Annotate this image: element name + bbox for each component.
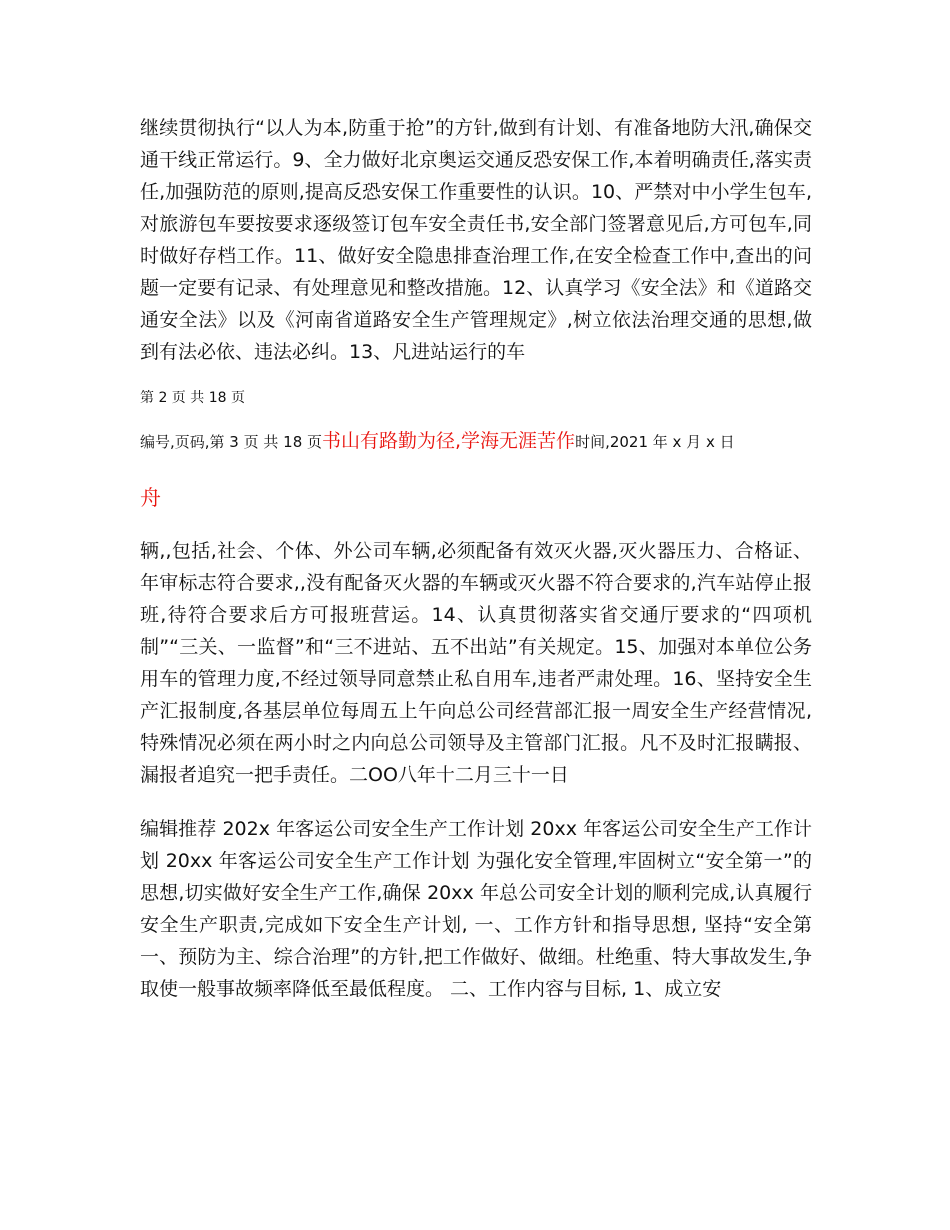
page-footer: 第 2 页 共 18 页 [140,390,245,406]
header-page-info: 编号,页码,第 3 页 共 18 页 [140,433,323,451]
motto-tail: 舟 [140,486,161,510]
header-motto: 书山有路勤为径,学海无涯苦作 [322,430,576,452]
recommended-paragraph: 编辑推荐 202x 年客运公司安全生产工作计划 20xx 年客运公司安全生产工作计划 20xx 年客运公司安全生产工作计划 为强化安全管理,牢固树立“安全第一”的思想,切实做好安全生产工作,确保 20xx 年总公司安全计划的顺利完成,认真履行安全生产职责,完成如下安全生产计划, 一、工作方针和指导思想, 坚持“安全第一、预防为主、综合治理”的方针,把工作做好、做细。杜绝重、特大事故发生,争取使一般事故频率降低至最低程度。 二、工作内容与目标, 1、成立安 [140,818,812,1000]
page-header [140,426,812,457]
header-date: 时间,2021 年 x 月 x 日 [575,433,735,451]
document-page [140,112,812,1005]
body-paragraph-page2: 继续贯彻执行“以人为本,防重于抢”的方针,做到有计划、有准备地防大汛,确保交通干线正常运行。9、全力做好北京奥运交通反恐安保工作,本着明确责任,落实责任,加强防范的原则,提高反恐安保工作重要性的认识。10、严禁对中小学生包车,对旅游包车要按要求逐级签订包车安全责任书,安全部门签署意见后,方可包车,同时做好存档工作。11、做好安全隐患排查治理工作,在安全检查工作中,查出的问题一定要有记录、有处理意见和整改措施。12、认真学习《安全法》和《道路交通安全法》以及《河南省道路安全生产管理规定》,树立依法治理交通的思想,做到有法必依、违法必纠。13、凡进站运行的车 [140,117,812,363]
body-paragraph-page3: 辆,,包括,社会、个体、外公司车辆,必须配备有效灭火器,灭火器压力、合格证、年审标志符合要求,,没有配备灭火器的车辆或灭火器不符合要求的,汽车站停止报班,待符合要求后方可报班营运。14、认真贯彻落实省交通厅要求的“四项机制”“三关、一监督”和“三不进站、五不出站”有关规定。15、加强对本单位公务用车的管理力度,不经过领导同意禁止私自用车,违者严肃处理。16、坚持安全生产汇报制度,各基层单位每周五上午向总公司经营部汇报一周安全生产经营情况,特殊情况必须在两小时之内向总公司领导及主管部门汇报。凡不及时汇报瞒报、漏报者追究一把手责任。二OO八年十二月三十一日 [140,540,812,786]
